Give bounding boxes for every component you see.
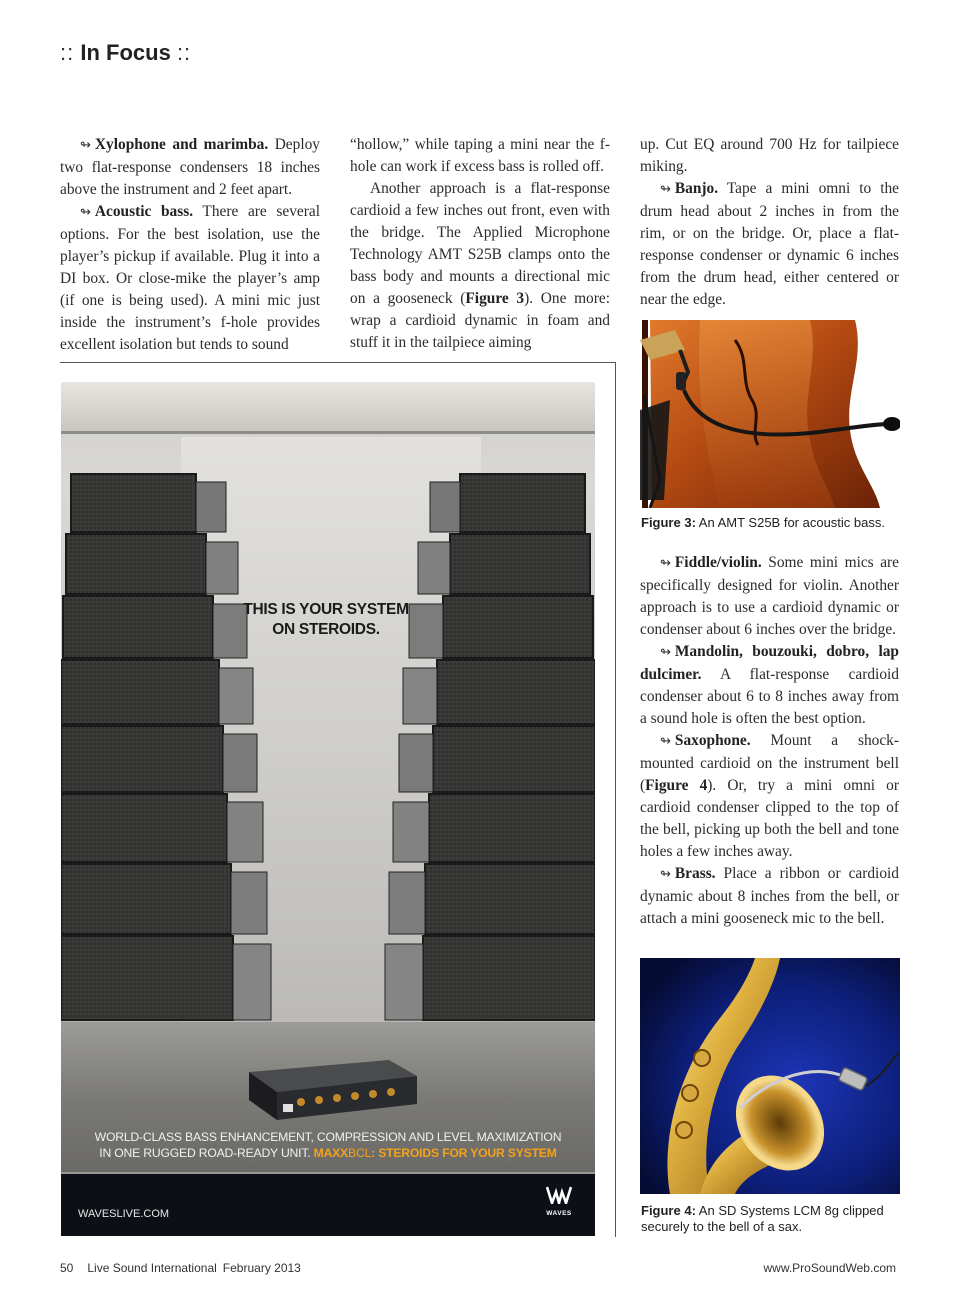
paragraph-xylophone (60, 134, 320, 201)
section-header-prefix: :: (60, 40, 75, 65)
product-slogan: : STEROIDS FOR YOUR SYSTEM (371, 1146, 557, 1160)
waves-logo-text: WAVES (546, 1210, 572, 1217)
section-title: In Focus (80, 40, 171, 65)
ad-headline-line-1: THIS IS YOUR SYSTEM (243, 601, 409, 618)
caption-text: An SD Systems LCM 8g clipped securely to the bell of a sax. (641, 1203, 884, 1234)
paragraph-lead: Mandolin, bouzouki, dobro, lap dulcimer. (640, 643, 899, 683)
article-column-2 (350, 134, 610, 354)
paragraph-text: Some mini mics are specifically designed for violin. Another approach is to use a cardioid dynamic or condenser about 6 inches over the bridge. (640, 554, 899, 638)
page-footer-left (60, 1261, 301, 1275)
paragraph-brass (640, 863, 899, 930)
magazine-name: Live Sound International (87, 1261, 217, 1275)
figure-4-reference: Figure 4 (645, 777, 708, 794)
ad-border-top (60, 362, 616, 363)
figure-3-caption (641, 515, 903, 531)
figure-label: Figure 3: (641, 515, 696, 530)
article-column-3-top (640, 134, 899, 311)
bullet-arrow-icon: ↬ (660, 645, 671, 660)
bullet-arrow-icon: ↬ (80, 138, 91, 153)
figure-3-image (640, 320, 900, 508)
figure-4-caption (641, 1203, 903, 1235)
article-column-3-bottom (640, 552, 899, 930)
ad-border-right (615, 362, 616, 1237)
ad-headline (221, 600, 431, 640)
paragraph-continued: “hollow,” while taping a mini near the f-hole can work if excess bass is rolled off. (350, 136, 610, 175)
paragraph-text: Place a ribbon or cardioid dynamic about 8 inches from the bell, or attach a mini gooseneck mic to the bell. (640, 865, 899, 927)
paragraph-acoustic-bass (60, 201, 320, 356)
product-name (314, 1146, 557, 1160)
ad-website-link[interactable]: WAVESLIVE.COM (78, 1208, 170, 1220)
ad-tagline-line-1: WORLD-CLASS BASS ENHANCEMENT, COMPRESSION AND LEVEL MAXIMIZATION (94, 1130, 562, 1144)
bass-with-mic-illustration (640, 320, 900, 508)
ad-tagline-text: IN ONE RUGGED ROAD-READY UNIT. (99, 1146, 311, 1160)
waves-logo (539, 1186, 579, 1217)
paragraph-lead: Saxophone. (674, 732, 751, 749)
paragraph-lead: Acoustic bass. (94, 203, 194, 220)
paragraph-text: ). One more: wrap a cardioid dynamic in foam and stuff it in the tailpiece aiming (350, 290, 610, 351)
section-header-suffix: :: (176, 40, 192, 65)
figure-3-reference: Figure 3 (465, 290, 525, 307)
paragraph-text: Tape a mini omni to the drum head about 2 inches in from the rim, or on the bridge. Or, place a flat-response condenser or dynamic 6 inches from the drum head, either centered or near the edge. (640, 180, 899, 308)
waves-logo-icon (546, 1186, 572, 1204)
right-speaker-stack (385, 474, 595, 1020)
paragraph-banjo (640, 178, 899, 311)
paragraph-another-approach (350, 178, 610, 354)
paragraph-fiddle (640, 552, 899, 641)
paragraph-lead: Banjo. (674, 180, 719, 197)
ad-footer-bar (61, 1174, 595, 1236)
paragraph-text: There are several options. For the best isolation, use the player’s pickup if available. Plug it into a DI box. Or close-mike the player’s amp (if one is being used). A mini mic just inside the instrument’s f-hole provides excellent isolation but tends to sound (60, 203, 320, 353)
paragraph-continued: up. Cut EQ around 700 Hz for tailpiece miking. (640, 136, 899, 175)
article-column-1 (60, 134, 320, 356)
paragraph-text: Another approach is a flat-response cardioid a few inches out front, even with the bridge. The Applied Microphone Technology AMT S25B clamps onto the bass body and mounts a directional mic on a gooseneck ( (350, 180, 610, 307)
paragraph-lead: Fiddle/violin. (674, 554, 762, 571)
bullet-arrow-icon: ↬ (660, 734, 671, 749)
figure-label: Figure 4: (641, 1203, 696, 1218)
paragraph-text: Deploy two flat-response condensers 18 inches above the instrument and 2 feet apart. (60, 136, 321, 198)
figure-4-image (640, 958, 900, 1194)
bullet-arrow-icon: ↬ (660, 867, 671, 882)
ad-tagline (81, 1129, 575, 1161)
paragraph-lead: Brass. (674, 865, 716, 882)
paragraph-text: ). Or, try a mini omni or cardioid condenser clipped to the top of the bell, picking up both the bell and tone holes a few inches away. (640, 777, 899, 860)
caption-text: An AMT S25B for acoustic bass. (695, 515, 885, 530)
paragraph-lead: Xylophone and marimba. (94, 136, 269, 153)
waves-advertisement[interactable] (61, 382, 595, 1236)
saxophone-with-mic-illustration (640, 958, 900, 1194)
page-number: 50 (60, 1261, 74, 1275)
paragraph-mandolin (640, 641, 899, 730)
bullet-arrow-icon: ↬ (660, 182, 671, 197)
website-link[interactable]: www.ProSoundWeb.com (763, 1261, 896, 1275)
bullet-arrow-icon: ↬ (660, 556, 671, 571)
product-name-part: MAXX (313, 1146, 349, 1160)
ad-headline-line-2: ON STEROIDS. (272, 621, 380, 638)
bullet-arrow-icon: ↬ (80, 205, 91, 220)
ad-tagline-line-2 (81, 1145, 575, 1161)
left-speaker-stack (61, 474, 271, 1020)
section-header (60, 40, 191, 66)
paragraph-text: Mount a shock-mounted cardioid on the instrument bell ( (640, 732, 899, 794)
product-name-part: BCL (348, 1146, 372, 1160)
paragraph-text: A flat-response cardioid condenser about 6 to 8 inches away from a sound hole is often the best option. (640, 666, 899, 727)
maxxbcl-hardware-unit (239, 1054, 419, 1124)
issue-date: February 2013 (222, 1261, 301, 1275)
paragraph-saxophone (640, 730, 899, 863)
